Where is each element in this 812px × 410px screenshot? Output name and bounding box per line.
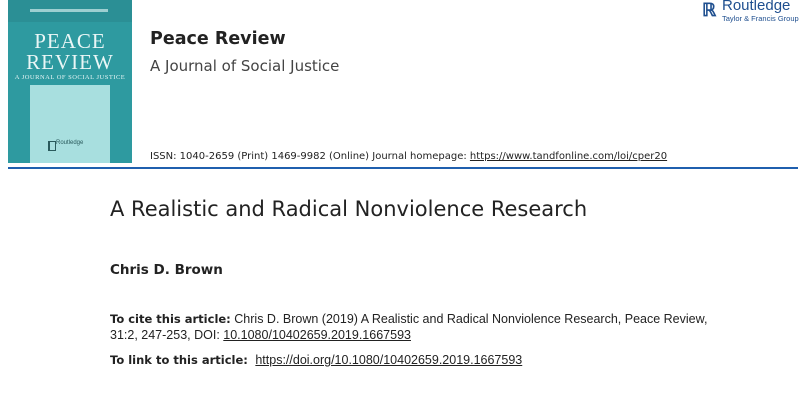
cite-doi-link[interactable]: 10.1080/10402659.2019.1667593 [223,328,411,342]
link-label: To link to this article: [110,353,248,367]
header-divider [8,167,798,169]
cover-title-line2: REVIEW [26,50,114,74]
cover-panel [30,85,110,163]
journal-homepage-link[interactable]: https://www.tandfonline.com/loi/cper20 [469,151,668,162]
journal-cover-image [8,0,132,163]
cover-publisher-icon [48,141,56,151]
article-doi-link[interactable]: https://doi.org/10.1080/10402659.2019.1667593 [255,353,523,367]
cover-publisher: Routledge [56,140,84,146]
cover-issue-line [30,9,108,12]
cover-subtitle: A JOURNAL OF SOCIAL JUSTICE [14,74,126,81]
article-title: A Realistic and Radical Nonviolence Research [110,197,588,221]
cite-label: To cite this article: [110,312,231,326]
issn-line [150,151,667,162]
journal-title: Peace Review [150,29,286,49]
issn-text: ISSN: 1040-2659 (Print) 1469-9982 (Online) Journal homepage: [150,151,467,162]
logo-group: Taylor & Francis Group [722,14,799,23]
routledge-logo[interactable] [700,0,812,26]
article-link-line [110,353,522,367]
routledge-logo-icon: ℝ [702,0,717,20]
journal-subtitle: A Journal of Social Justice [150,57,340,75]
logo-name: Routledge [722,0,791,14]
article-author: Chris D. Brown [110,262,223,278]
cover-title-line1: PEACE [34,29,106,53]
citation-block [110,311,710,343]
cite-text: Chris D. Brown (2019) A Realistic and Radical Nonviolence Research, Peace Review, 31:2, 247-253, DOI: [110,312,708,342]
